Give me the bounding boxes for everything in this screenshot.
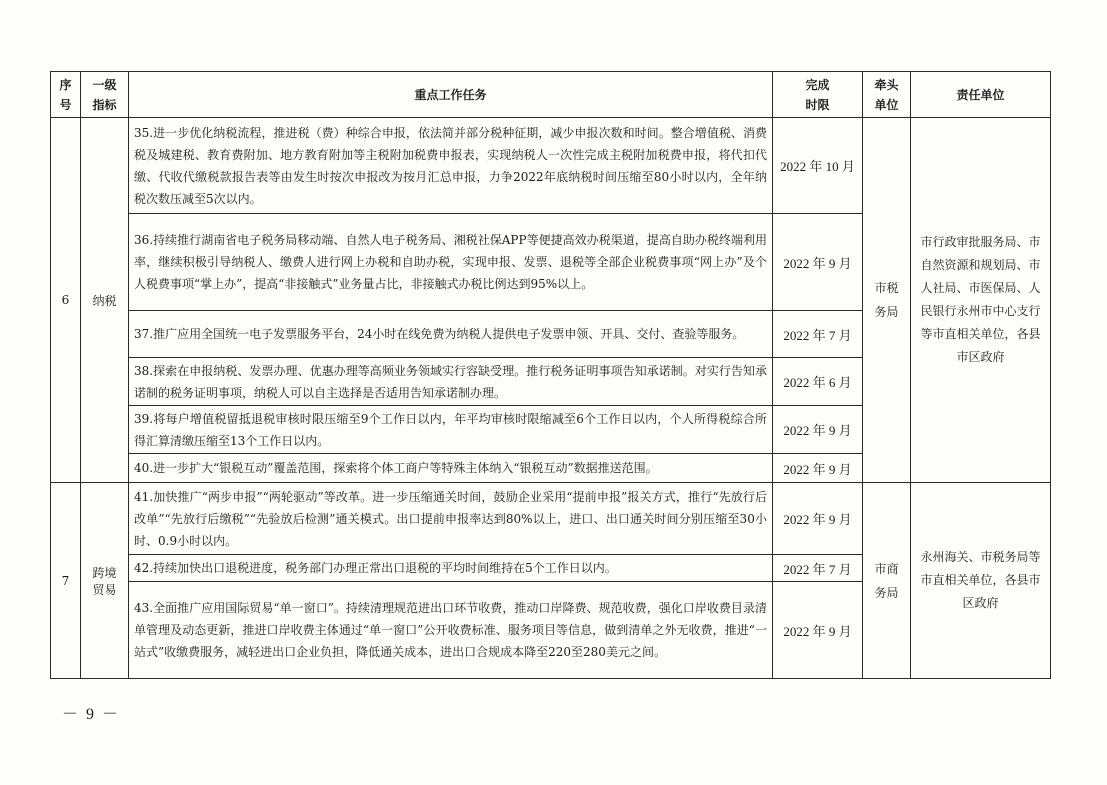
header-no: 序 号 <box>51 72 81 118</box>
group-no: 6 <box>51 118 81 483</box>
task-deadline: 2022 年 6 月 <box>773 358 863 406</box>
group-no: 7 <box>51 483 81 679</box>
task-text: 38.探索在申报纳税、发票办理、优惠办理等高频业务领域实行容缺受理。推行税务证明事项告知承诺制。对实行告知承诺制的税务证明事项，纳税人可以自主选择是否适用告知承诺制办理。 <box>129 358 773 406</box>
group-responsible: 市行政审批服务局、市自然资源和规划局、市人社局、市医保局、人民银行永州市中心支行等市直相关单位，各县市区政府 <box>911 118 1051 483</box>
task-deadline: 2022 年 9 月 <box>773 214 863 311</box>
group-lead: 市商 务局 <box>863 483 911 679</box>
task-deadline: 2022 年 9 月 <box>773 406 863 454</box>
task-deadline: 2022 年 9 月 <box>773 483 863 555</box>
task-deadline: 2022 年 7 月 <box>773 555 863 582</box>
table-row <box>51 483 1051 555</box>
task-text: 39.将每户增值税留抵退税审核时限压缩至9个工作日以内，年平均审核时限缩减至6个工作日以内，个人所得税综合所得汇算清缴压缩至13个工作日以内。 <box>129 406 773 454</box>
task-text: 40.进一步扩大“银税互动”覆盖范围，探索将个体工商户等特殊主体纳入“银税互动”数据推送范围。 <box>129 454 773 483</box>
group-lead: 市税 务局 <box>863 118 911 483</box>
header-indicator: 一级 指标 <box>81 72 129 118</box>
task-deadline: 2022 年 9 月 <box>773 454 863 483</box>
task-text: 42.持续加快出口退税进度，税务部门办理正常出口退税的平均时间维持在5个工作日以内。 <box>129 555 773 582</box>
task-deadline: 2022 年 9 月 <box>773 582 863 679</box>
task-text: 37.推广应用全国统一电子发票服务平台，24小时在线免费为纳税人提供电子发票申领、开具、交付、查验等服务。 <box>129 311 773 358</box>
header-deadline: 完成 时限 <box>773 72 863 118</box>
task-text: 43.全面推广应用国际贸易“单一窗口”。持续清理规范进出口环节收费，推动口岸降费、规范收费，强化口岸收费目录清单管理及动态更新，推进口岸收费主体通过“单一窗口”公开收费标准、服务项目等信息，做到清单之外无收费，推进“一站式”收缴费服务，减轻进出口企业负担，降低通关成本，进出口合规成本降至220至280美元之间。 <box>129 582 773 679</box>
task-text: 41.加快推广“两步申报”“两轮驱动”等改革。进一步压缩通关时间，鼓励企业采用“提前申报”报关方式，推行“先放行后改单”“先放行后缴税”“先验放后检测”通关模式。出口提前申报率达到80%以上，进口、出口通关时间分别压缩至30小时、0.9小时以内。 <box>129 483 773 555</box>
task-text: 36.持续推行湖南省电子税务局移动端、自然人电子税务局、湘税社保APP等便捷高效办税渠道，提高自助办税终端利用率，继续积极引导纳税人、缴费人进行网上办税和自助办税，实现申报、发票、退税等全部企业税费事项“网上办”及个人税费事项“掌上办”，提高“非接触式”业务量占比，非接触式办税比例达到95%以上。 <box>129 214 773 311</box>
header-row <box>51 72 1051 118</box>
task-deadline: 2022 年 7 月 <box>773 311 863 358</box>
header-task: 重点工作任务 <box>129 72 773 118</box>
header-lead: 牵头 单位 <box>863 72 911 118</box>
table-row <box>51 118 1051 214</box>
task-text: 35.进一步优化纳税流程，推进税（费）种综合申报，依法简并部分税种征期，减少申报次数和时间。整合增值税、消费税及城建税、教育费附加、地方教育附加等主税附加税费申报表，实现纳税人一次性完成主税附加税费申报，将代扣代缴、代收代缴税款报告表等由发生时按次申报改为按月汇总申报，力争2022年底纳税时间压缩至80小时以内，全年纳税次数压减至5次以内。 <box>129 118 773 214</box>
task-deadline: 2022 年 10 月 <box>773 118 863 214</box>
task-table <box>50 71 1051 679</box>
group-responsible: 永州海关、市税务局等市直相关单位，各县市区政府 <box>911 483 1051 679</box>
group-indicator: 跨境 贸易 <box>81 483 129 679</box>
header-responsible: 责任单位 <box>911 72 1051 118</box>
page-number: － 9 － <box>62 706 121 723</box>
group-indicator: 纳税 <box>81 118 129 483</box>
